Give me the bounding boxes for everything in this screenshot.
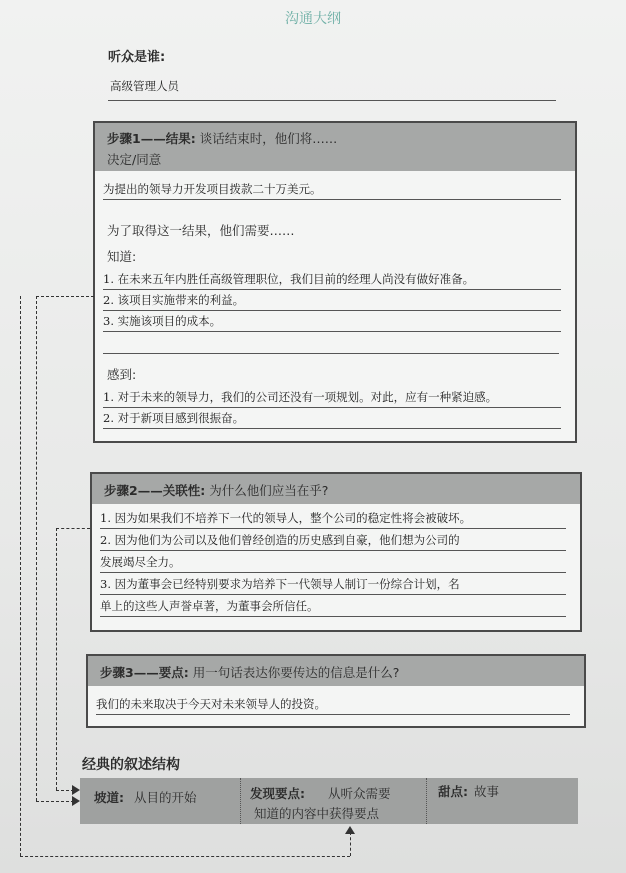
classic-separator-2 bbox=[426, 778, 427, 824]
feel-item-1-text: 1. 对于未来的领导力，我们的公司还没有一项规划。对此，应有一种紧迫感。 bbox=[103, 390, 498, 404]
know-item-3 bbox=[103, 311, 561, 332]
feel-item-1 bbox=[103, 387, 561, 408]
feel-item-2 bbox=[103, 408, 561, 429]
classic-structure-box bbox=[80, 778, 578, 824]
step2-line-3 bbox=[100, 552, 566, 573]
step1-need-intro: 为了取得这一结果，他们需要…… bbox=[107, 223, 295, 238]
step1-subprompt: 决定/同意 bbox=[107, 152, 162, 167]
step1-heading-row bbox=[107, 129, 337, 147]
step3-heading-row bbox=[100, 663, 399, 681]
point-label: 发现要点: bbox=[250, 786, 305, 801]
know-item-1-text: 1. 在未来五年内胜任高级管理职位，我们目前的经理人尚没有做好准备。 bbox=[103, 272, 475, 286]
point-line-2: 知道的内容中获得要点 bbox=[254, 806, 380, 821]
step2-prompt: 为什么他们应当在乎? bbox=[209, 483, 329, 498]
step3-prompt: 用一句话表达你要传达的信息是什么? bbox=[192, 665, 400, 680]
step2-line-4 bbox=[100, 574, 566, 595]
step2-line-1-text: 1. 因为如果我们不培养下一代的领导人，整个公司的稳定性将会被破坏。 bbox=[100, 511, 472, 525]
dessert-label: 甜点: bbox=[438, 784, 468, 799]
step2-box bbox=[90, 472, 582, 632]
step1-prompt: 谈话结束时，他们将…… bbox=[199, 131, 338, 146]
step1-box bbox=[93, 121, 577, 443]
step2-line-5 bbox=[100, 596, 566, 617]
ramp-label: 坡道: bbox=[94, 790, 124, 805]
audience-underline bbox=[108, 100, 556, 101]
know-blank-line bbox=[103, 353, 559, 354]
page-title: 沟通大纲 bbox=[285, 11, 341, 27]
step1-heading: 步骤1——结果: bbox=[107, 131, 196, 146]
know-item-3-text: 3. 实施该项目的成本。 bbox=[103, 314, 222, 328]
classic-separator-1 bbox=[240, 778, 241, 824]
point-line-1: 从听众需要 bbox=[328, 786, 391, 801]
classic-ramp-cell bbox=[94, 778, 236, 824]
step2-line-2-text: 2. 因为他们为公司以及他们曾经创造的历史感到自豪，他们想为公司的 bbox=[100, 533, 460, 547]
step2-line-4-text: 3. 因为董事会已经特别要求为培养下一代领导人制订一份综合计划，名 bbox=[100, 577, 460, 591]
step1-feel-label: 感到: bbox=[107, 367, 137, 382]
step2-line-1 bbox=[100, 508, 566, 529]
classic-title: 经典的叙述结构 bbox=[82, 757, 180, 773]
know-item-1 bbox=[103, 269, 561, 290]
audience-label: 听众是谁: bbox=[108, 50, 166, 65]
feel-item-2-text: 2. 对于新项目感到很振奋。 bbox=[103, 411, 245, 425]
classic-dessert-cell bbox=[438, 778, 568, 824]
step3-heading: 步骤3——要点: bbox=[100, 665, 189, 680]
step2-line-3-text: 发展竭尽全力。 bbox=[100, 555, 181, 569]
step2-line-2 bbox=[100, 530, 566, 551]
step1-result-text: 为提出的领导力开发项目拨款二十万美元。 bbox=[103, 182, 322, 196]
step2-heading-row bbox=[104, 481, 328, 499]
audience-value: 高级管理人员 bbox=[110, 79, 179, 93]
know-item-2-text: 2. 该项目实施带来的利益。 bbox=[103, 293, 245, 307]
step3-box bbox=[86, 654, 586, 728]
step1-result bbox=[103, 179, 561, 200]
classic-point-cell bbox=[250, 778, 426, 824]
step2-heading: 步骤2——关联性: bbox=[104, 483, 206, 498]
step3-answer-text: 我们的未来取决于今天对未来领导人的投资。 bbox=[96, 697, 326, 711]
step1-know-label: 知道: bbox=[107, 249, 137, 264]
step3-answer bbox=[96, 694, 570, 715]
ramp-text: 从目的开始 bbox=[134, 790, 197, 805]
dessert-text: 故事 bbox=[474, 784, 500, 799]
know-item-2 bbox=[103, 290, 561, 311]
step2-line-5-text: 单上的这些人声誉卓著，为董事会所信任。 bbox=[100, 599, 319, 613]
